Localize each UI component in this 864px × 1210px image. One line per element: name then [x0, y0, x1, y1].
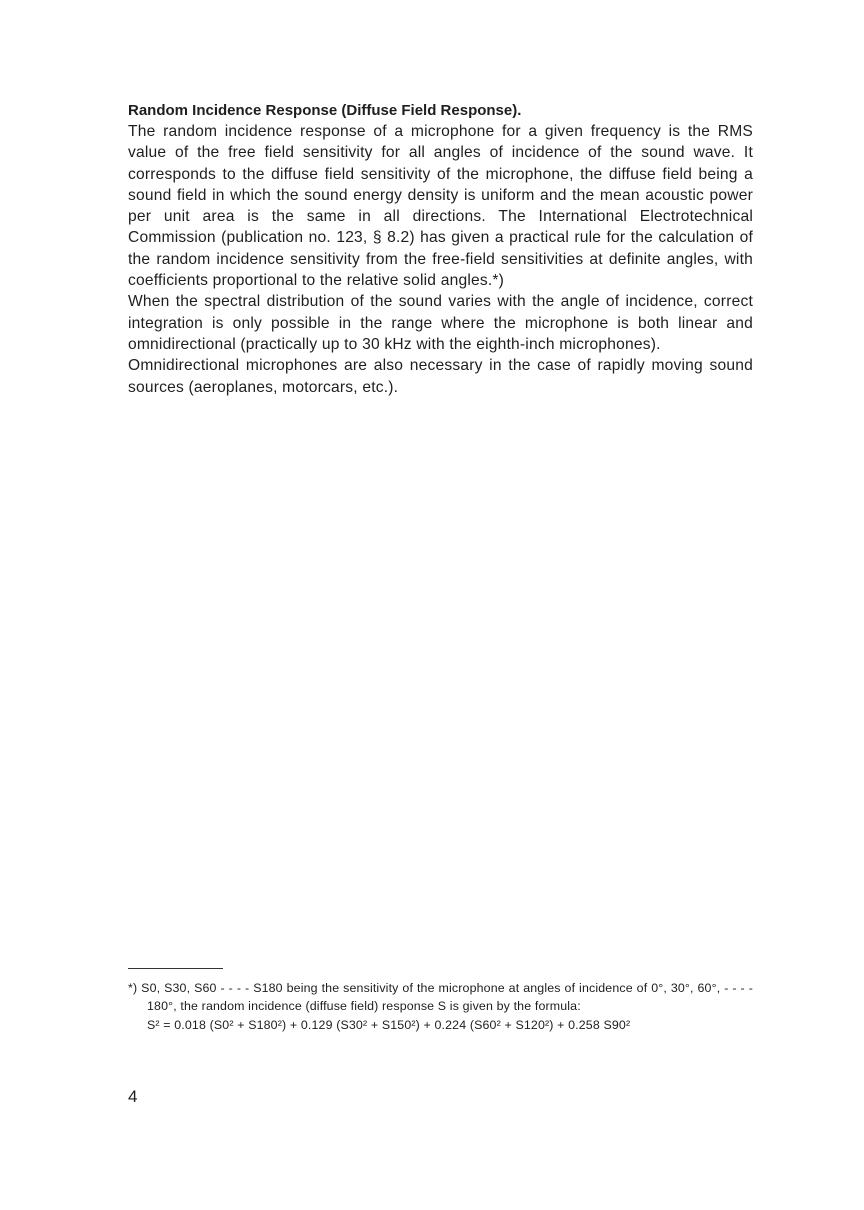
paragraph-spectral-distribution: When the spectral distribution of the sound varies with the angle of incidence, correct integration is only possible in the range where the microphone is both linear and omnidirectional (practically up to 30 kHz with the eighth-inch microphones).	[128, 293, 753, 353]
paragraph-diffuse-field: The random incidence response of a microphone for a given frequency is the RMS value of the free field sensitivity for all angles of incidence of the sound wave. It corresponds to the diffuse field sensitivity of the microphone, the diffuse field being a sound field in which the sound energy density is uniform and the mean acoustic power per unit area is the same in all directions. The International Electrotechnical Commission (publication no. 123, § 8.2) has given a practical rule for the calculation of the random incidence sensitivity from the free-field sensitivities at definite angles, with coefficients proportional to the relative solid angles.*)	[128, 123, 753, 290]
footnote-divider	[128, 968, 223, 969]
footnote-text: *) S0, S30, S60 - - - - S180 being the sensitivity of the microphone at angles of incidence of 0°, 30°, 60°, - - - - 180°, the random incidence (diffuse field) response S is given by the formula:	[128, 981, 753, 1013]
footnote-formula: S² = 0.018 (S0² + S180²) + 0.129 (S30² + S150²) + 0.224 (S60² + S120²) + 0.258 S90²	[147, 1018, 631, 1032]
paragraph-omnidirectional: Omnidirectional microphones are also necessary in the case of rapidly moving sound sources (aeroplanes, motorcars, etc.).	[128, 357, 753, 396]
footnote	[128, 980, 753, 1035]
section-heading: Random Incidence Response (Diffuse Field Response).	[128, 102, 522, 119]
body-text	[128, 121, 753, 398]
page-number: 4	[128, 1087, 138, 1106]
